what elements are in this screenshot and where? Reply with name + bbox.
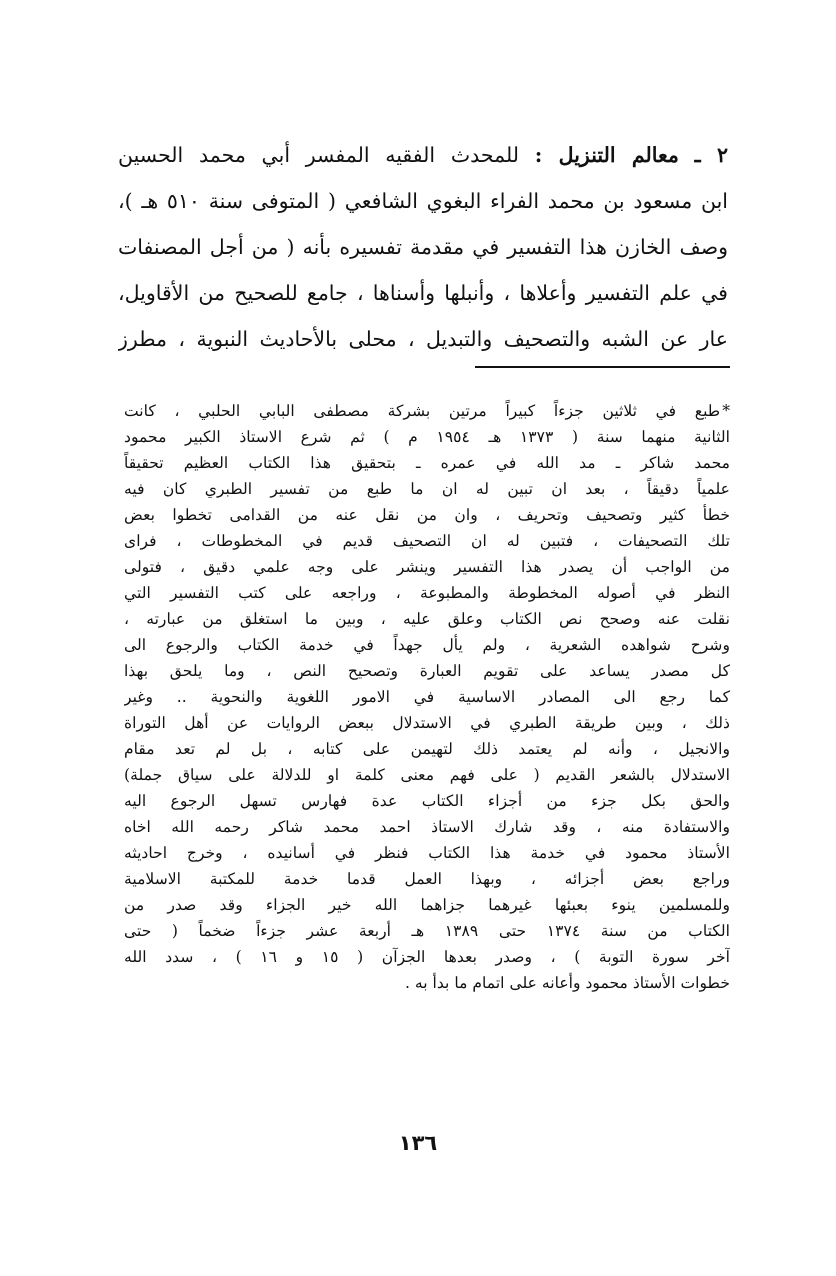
entry-line-1: [118, 132, 728, 178]
footnote-line: الكتاب من سنة ١٣٧٤ حتى ١٣٨٩ هـ أربعة عشر جزءاً ضخماً ( حتى: [124, 922, 730, 940]
footnote-line: النظر في أصوله المخطوطة والمطبوعة ، وراجعه على كتب التفسير التي: [124, 584, 730, 602]
footnote-line: كما رجع الى المصادر الاساسية في الامور اللغوية والنحوية .. وغير: [124, 688, 730, 706]
footnote-line: كل مصدر يساعد على تقويم العبارة وتصحيح النص ، وما يلحق بهذا: [124, 662, 730, 680]
footnote-line: والحق بكل جزء من أجزاء الكتاب عدة فهارس تسهل الرجوع اليه: [124, 792, 730, 810]
entry-paragraph: [118, 132, 728, 362]
footnote-line: خطوات الأستاذ محمود وأعانه على اتمام ما بدأ به .: [404, 974, 730, 992]
footnote-line: ذلك ، وبين طريقة الطبري في الاستدلال ببعض الروايات عن أهل التوراة: [124, 714, 730, 732]
footnote-line: محمد شاكر ـ مد الله في عمره ـ بتحقيق هذا الكتاب العظيم تحقيقاً: [124, 454, 730, 472]
footnote-line: الأستاذ محمود في خدمة هذا الكتاب فنظر في أسانيده ، وخرج احاديثه: [124, 844, 730, 862]
footnote-line: وللمسلمين ينوء بعبئها غيرهما جزاهما الله خير الجزاء وقد صدر من: [124, 896, 730, 914]
footnote-line: وراجع بعض أجزائه ، وبهذا العمل قدما خدمة للمكتبة الاسلامية: [124, 870, 730, 888]
footnote-line: وشرح شواهده الشعرية ، ولم يأل جهداً في خدمة الكتاب والرجوع الى: [124, 636, 730, 654]
entry-number: ٢ ـ: [694, 143, 728, 167]
footnote-line: الثانية منهما سنة ( ١٣٧٣ هـ ١٩٥٤ م ) ثم شرع الاستاذ الكبير محمود: [124, 428, 730, 446]
footnote-text: طبع في ثلاثين جزءاً كبيراً مرتين بشركة مصطفى البابي الحلبي ، كانت: [124, 402, 721, 420]
footnote-line: والاستفادة منه ، وقد شارك الاستاذ احمد محمد شاكر رحمه الله اخاه: [124, 818, 730, 836]
footnote: [124, 398, 730, 996]
entry-line-4: في علم التفسير وأعلاها ، وأنبلها وأسناها ، جامع للصحيح من الأقاويل،: [118, 281, 728, 305]
footnote-line: تلك التصحيفات ، فتبين له ان التصحيف قديم في المخطوطات ، فراى: [124, 532, 730, 550]
footnote-line: والانجيل ، وأنه لم يعتمد ذلك لتهيمن على كتابه ، بل لم تعد مقام: [124, 740, 730, 758]
footnote-line: خطأ كثير وتصحيف وتحريف ، وان من نقل عنه من القدامى تخطوا بعض: [124, 506, 730, 524]
entry-line-5: عار عن الشبه والتصحيف والتبديل ، محلى بالأحاديث النبوية ، مطرز: [118, 327, 728, 351]
footnote-line: علمياً دقيقاً ، بعد ان تبين له ان ما طبع من تفسير الطبري كان فيه: [124, 480, 730, 498]
footnote-line: الاستدلال بالشعر القديم ( على فهم معنى كلمة او للدلالة على سياق جملة): [124, 766, 730, 784]
entry-line-3: وصف الخازن هذا التفسير في مقدمة تفسيره بأنه ( من أجل المصنفات: [118, 235, 728, 259]
footnote-line: نقلت عنه وصحح نص الكتاب وعلق عليه ، وبين ما استغلق من عبارته ،: [124, 610, 730, 628]
footnote-line: [124, 398, 730, 424]
footnote-marker: *: [722, 402, 730, 420]
page-number: ١٣٦: [398, 1131, 438, 1155]
footnote-line: آخر سورة التوبة ) ، وصدر بعدها الجزآن ( ١٥ و ١٦ ) ، سدد الله: [124, 948, 730, 966]
entry-line-2: ابن مسعود بن محمد الفراء البغوي الشافعي ( المتوفى سنة ٥١٠ هـ )،: [118, 189, 728, 213]
footnote-line: من الواجب أن يصدر هذا التفسير وينشر على وجه علمي دقيق ، فتولى: [124, 558, 730, 576]
entry-title: معالم التنزيل :: [534, 143, 679, 167]
entry-text: للمحدث الفقيه المفسر أبي محمد الحسين: [118, 143, 520, 167]
footnote-separator: [475, 366, 730, 368]
